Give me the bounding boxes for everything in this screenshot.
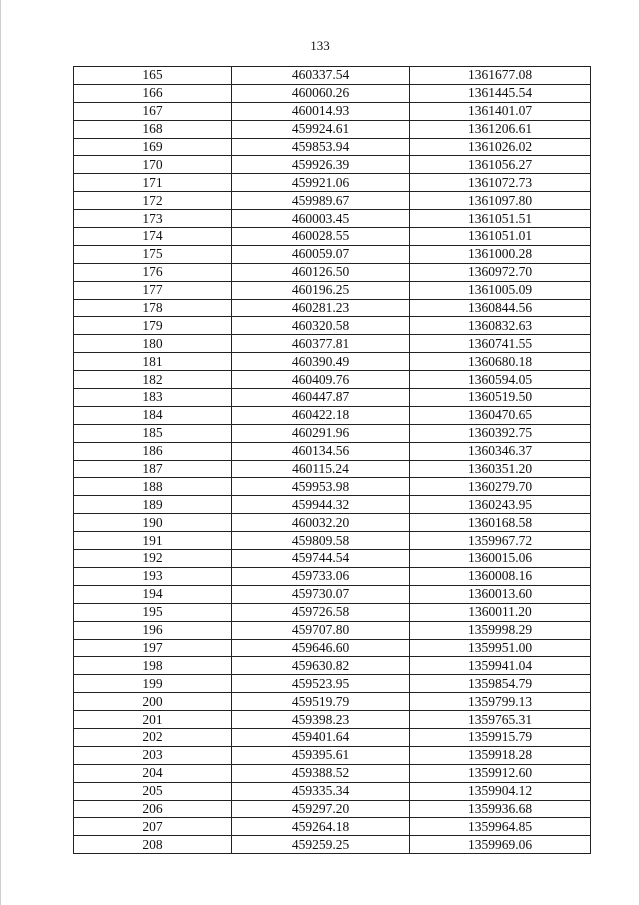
point-number-cell: 208 xyxy=(74,836,232,854)
y-coordinate-cell: 1360972.70 xyxy=(410,263,591,281)
x-coordinate-cell: 460320.58 xyxy=(232,317,410,335)
y-coordinate-cell: 1361677.08 xyxy=(410,67,591,85)
x-coordinate-cell: 459264.18 xyxy=(232,818,410,836)
table-row xyxy=(74,245,591,263)
x-coordinate-cell: 460196.25 xyxy=(232,281,410,299)
point-number-cell: 191 xyxy=(74,532,232,550)
table-row xyxy=(74,406,591,424)
x-coordinate-cell: 459398.23 xyxy=(232,711,410,729)
table-row xyxy=(74,120,591,138)
x-coordinate-cell: 460390.49 xyxy=(232,353,410,371)
x-coordinate-cell: 460281.23 xyxy=(232,299,410,317)
x-coordinate-cell: 460028.55 xyxy=(232,228,410,246)
x-coordinate-cell: 460422.18 xyxy=(232,406,410,424)
y-coordinate-cell: 1360013.60 xyxy=(410,585,591,603)
x-coordinate-cell: 459730.07 xyxy=(232,585,410,603)
table-row xyxy=(74,550,591,568)
y-coordinate-cell: 1361072.73 xyxy=(410,174,591,192)
y-coordinate-cell: 1360279.70 xyxy=(410,478,591,496)
point-number-cell: 169 xyxy=(74,138,232,156)
y-coordinate-cell: 1361097.80 xyxy=(410,192,591,210)
table-row xyxy=(74,514,591,532)
x-coordinate-cell: 460003.45 xyxy=(232,210,410,228)
x-coordinate-cell: 459519.79 xyxy=(232,693,410,711)
table-row xyxy=(74,156,591,174)
y-coordinate-cell: 1360519.50 xyxy=(410,389,591,407)
coordinate-table xyxy=(73,66,591,854)
table-row xyxy=(74,174,591,192)
y-coordinate-cell: 1361000.28 xyxy=(410,245,591,263)
y-coordinate-cell: 1361026.02 xyxy=(410,138,591,156)
point-number-cell: 180 xyxy=(74,335,232,353)
point-number-cell: 167 xyxy=(74,102,232,120)
x-coordinate-cell: 460060.26 xyxy=(232,84,410,102)
point-number-cell: 177 xyxy=(74,281,232,299)
table-row xyxy=(74,460,591,478)
x-coordinate-cell: 459944.32 xyxy=(232,496,410,514)
y-coordinate-cell: 1361051.01 xyxy=(410,228,591,246)
point-number-cell: 188 xyxy=(74,478,232,496)
x-coordinate-cell: 459924.61 xyxy=(232,120,410,138)
table-row xyxy=(74,800,591,818)
point-number-cell: 179 xyxy=(74,317,232,335)
x-coordinate-cell: 459726.58 xyxy=(232,603,410,621)
x-coordinate-cell: 459259.25 xyxy=(232,836,410,854)
table-row xyxy=(74,728,591,746)
y-coordinate-cell: 1360008.16 xyxy=(410,567,591,585)
table-row xyxy=(74,711,591,729)
point-number-cell: 165 xyxy=(74,67,232,85)
point-number-cell: 189 xyxy=(74,496,232,514)
point-number-cell: 178 xyxy=(74,299,232,317)
point-number-cell: 200 xyxy=(74,693,232,711)
table-row xyxy=(74,299,591,317)
y-coordinate-cell: 1361445.54 xyxy=(410,84,591,102)
y-coordinate-cell: 1361051.51 xyxy=(410,210,591,228)
point-number-cell: 187 xyxy=(74,460,232,478)
table-row xyxy=(74,84,591,102)
table-row xyxy=(74,818,591,836)
point-number-cell: 194 xyxy=(74,585,232,603)
point-number-cell: 206 xyxy=(74,800,232,818)
x-coordinate-cell: 460126.50 xyxy=(232,263,410,281)
point-number-cell: 190 xyxy=(74,514,232,532)
point-number-cell: 204 xyxy=(74,764,232,782)
y-coordinate-cell: 1359969.06 xyxy=(410,836,591,854)
y-coordinate-cell: 1359854.79 xyxy=(410,675,591,693)
y-coordinate-cell: 1359951.00 xyxy=(410,639,591,657)
point-number-cell: 176 xyxy=(74,263,232,281)
point-number-cell: 185 xyxy=(74,424,232,442)
table-row xyxy=(74,192,591,210)
table-row xyxy=(74,496,591,514)
point-number-cell: 175 xyxy=(74,245,232,263)
point-number-cell: 186 xyxy=(74,442,232,460)
table-row xyxy=(74,102,591,120)
x-coordinate-cell: 459401.64 xyxy=(232,728,410,746)
table-row xyxy=(74,138,591,156)
y-coordinate-cell: 1359918.28 xyxy=(410,746,591,764)
x-coordinate-cell: 459853.94 xyxy=(232,138,410,156)
y-coordinate-cell: 1359998.29 xyxy=(410,621,591,639)
point-number-cell: 195 xyxy=(74,603,232,621)
table-row xyxy=(74,442,591,460)
y-coordinate-cell: 1359904.12 xyxy=(410,782,591,800)
table-row xyxy=(74,657,591,675)
table-row xyxy=(74,782,591,800)
table-row xyxy=(74,603,591,621)
y-coordinate-cell: 1360011.20 xyxy=(410,603,591,621)
y-coordinate-cell: 1360243.95 xyxy=(410,496,591,514)
table-row xyxy=(74,639,591,657)
x-coordinate-cell: 459630.82 xyxy=(232,657,410,675)
table-row xyxy=(74,335,591,353)
x-coordinate-cell: 459523.95 xyxy=(232,675,410,693)
y-coordinate-cell: 1360680.18 xyxy=(410,353,591,371)
table-row xyxy=(74,263,591,281)
x-coordinate-cell: 459744.54 xyxy=(232,550,410,568)
y-coordinate-cell: 1361206.61 xyxy=(410,120,591,138)
y-coordinate-cell: 1360844.56 xyxy=(410,299,591,317)
point-number-cell: 173 xyxy=(74,210,232,228)
x-coordinate-cell: 460134.56 xyxy=(232,442,410,460)
y-coordinate-cell: 1359967.72 xyxy=(410,532,591,550)
table-row xyxy=(74,675,591,693)
y-coordinate-cell: 1359915.79 xyxy=(410,728,591,746)
x-coordinate-cell: 459646.60 xyxy=(232,639,410,657)
table-row xyxy=(74,67,591,85)
y-coordinate-cell: 1360594.05 xyxy=(410,371,591,389)
x-coordinate-cell: 459297.20 xyxy=(232,800,410,818)
x-coordinate-cell: 460409.76 xyxy=(232,371,410,389)
table-row xyxy=(74,371,591,389)
y-coordinate-cell: 1360351.20 xyxy=(410,460,591,478)
x-coordinate-cell: 460032.20 xyxy=(232,514,410,532)
table-row xyxy=(74,228,591,246)
y-coordinate-cell: 1360168.58 xyxy=(410,514,591,532)
x-coordinate-cell: 460115.24 xyxy=(232,460,410,478)
x-coordinate-cell: 460014.93 xyxy=(232,102,410,120)
table-row xyxy=(74,532,591,550)
point-number-cell: 196 xyxy=(74,621,232,639)
point-number-cell: 171 xyxy=(74,174,232,192)
x-coordinate-cell: 459921.06 xyxy=(232,174,410,192)
x-coordinate-cell: 460337.54 xyxy=(232,67,410,85)
table-row xyxy=(74,746,591,764)
x-coordinate-cell: 460291.96 xyxy=(232,424,410,442)
y-coordinate-cell: 1359936.68 xyxy=(410,800,591,818)
point-number-cell: 182 xyxy=(74,371,232,389)
y-coordinate-cell: 1360015.06 xyxy=(410,550,591,568)
table-row xyxy=(74,621,591,639)
point-number-cell: 207 xyxy=(74,818,232,836)
point-number-cell: 192 xyxy=(74,550,232,568)
table-row xyxy=(74,424,591,442)
x-coordinate-cell: 459733.06 xyxy=(232,567,410,585)
x-coordinate-cell: 460059.07 xyxy=(232,245,410,263)
x-coordinate-cell: 460377.81 xyxy=(232,335,410,353)
y-coordinate-cell: 1361401.07 xyxy=(410,102,591,120)
x-coordinate-cell: 459926.39 xyxy=(232,156,410,174)
x-coordinate-cell: 459809.58 xyxy=(232,532,410,550)
point-number-cell: 199 xyxy=(74,675,232,693)
coordinate-table-body xyxy=(74,67,591,854)
scan-edge-left xyxy=(0,0,1,905)
y-coordinate-cell: 1360346.37 xyxy=(410,442,591,460)
point-number-cell: 202 xyxy=(74,728,232,746)
point-number-cell: 205 xyxy=(74,782,232,800)
point-number-cell: 183 xyxy=(74,389,232,407)
x-coordinate-cell: 459953.98 xyxy=(232,478,410,496)
page-number: 133 xyxy=(310,38,330,53)
y-coordinate-cell: 1359941.04 xyxy=(410,657,591,675)
point-number-cell: 181 xyxy=(74,353,232,371)
point-number-cell: 170 xyxy=(74,156,232,174)
y-coordinate-cell: 1360470.65 xyxy=(410,406,591,424)
y-coordinate-cell: 1360392.75 xyxy=(410,424,591,442)
y-coordinate-cell: 1361005.09 xyxy=(410,281,591,299)
table-row xyxy=(74,836,591,854)
table-row xyxy=(74,693,591,711)
point-number-cell: 197 xyxy=(74,639,232,657)
y-coordinate-cell: 1360741.55 xyxy=(410,335,591,353)
table-row xyxy=(74,353,591,371)
x-coordinate-cell: 459989.67 xyxy=(232,192,410,210)
table-row xyxy=(74,210,591,228)
x-coordinate-cell: 459335.34 xyxy=(232,782,410,800)
y-coordinate-cell: 1361056.27 xyxy=(410,156,591,174)
x-coordinate-cell: 459707.80 xyxy=(232,621,410,639)
point-number-cell: 193 xyxy=(74,567,232,585)
point-number-cell: 174 xyxy=(74,228,232,246)
y-coordinate-cell: 1360832.63 xyxy=(410,317,591,335)
point-number-cell: 198 xyxy=(74,657,232,675)
point-number-cell: 201 xyxy=(74,711,232,729)
x-coordinate-cell: 460447.87 xyxy=(232,389,410,407)
table-row xyxy=(74,281,591,299)
point-number-cell: 172 xyxy=(74,192,232,210)
y-coordinate-cell: 1359799.13 xyxy=(410,693,591,711)
table-row xyxy=(74,764,591,782)
table-row xyxy=(74,478,591,496)
table-row xyxy=(74,567,591,585)
y-coordinate-cell: 1359964.85 xyxy=(410,818,591,836)
table-row xyxy=(74,585,591,603)
x-coordinate-cell: 459388.52 xyxy=(232,764,410,782)
table-row xyxy=(74,317,591,335)
point-number-cell: 168 xyxy=(74,120,232,138)
point-number-cell: 203 xyxy=(74,746,232,764)
y-coordinate-cell: 1359765.31 xyxy=(410,711,591,729)
point-number-cell: 184 xyxy=(74,406,232,424)
x-coordinate-cell: 459395.61 xyxy=(232,746,410,764)
y-coordinate-cell: 1359912.60 xyxy=(410,764,591,782)
point-number-cell: 166 xyxy=(74,84,232,102)
table-row xyxy=(74,389,591,407)
